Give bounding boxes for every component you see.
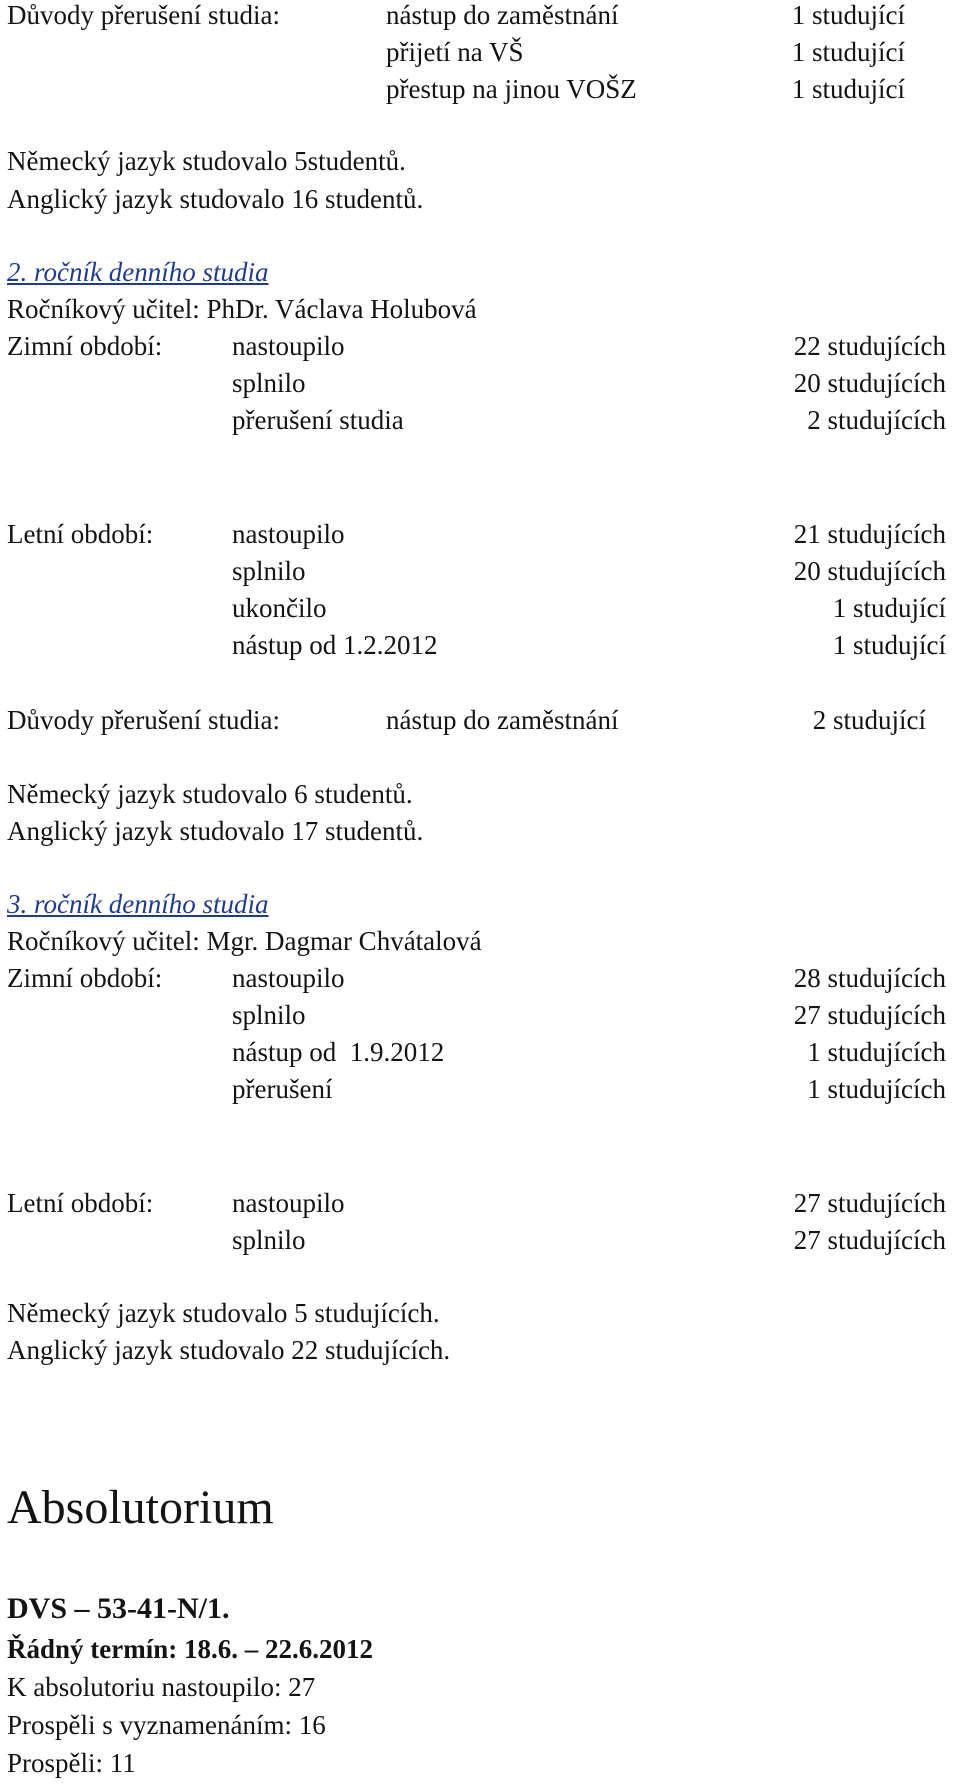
year2-summer-count: 20 studujících (793, 556, 946, 586)
year2-winter-count: 20 studujících (793, 368, 946, 398)
year2-winter-item: nastoupilo (232, 331, 345, 361)
year2-heading: 2. ročník denního studia (7, 257, 269, 287)
year3-winter-count: 27 studujících (793, 1000, 946, 1030)
year3-winter-item: nástup od 1.9.2012 (232, 1037, 445, 1067)
year2-reason-item: nástup do zaměstnání (386, 705, 619, 735)
attended-count: K absolutoriu nastoupilo: 27 (7, 1672, 316, 1702)
year2-summer-count: 21 studujících (793, 519, 946, 549)
year2-summer-count: 1 studující (832, 630, 946, 660)
year2-summer-count: 1 studující (832, 593, 946, 623)
reason-item: přestup na jinou VOŠZ (386, 74, 637, 104)
year2-summer-item: nástup od 1.2.2012 (232, 630, 438, 660)
year2-german-note: Německý jazyk studovalo 6 studentů. (7, 779, 413, 809)
year2-summer-item: splnilo (232, 556, 306, 586)
year3-teacher: Ročníkový učitel: Mgr. Dagmar Chvátalová (7, 926, 482, 956)
year2-teacher: Ročníkový učitel: PhDr. Václava Holubová (7, 294, 477, 324)
year2-winter-label: Zimní období: (7, 331, 163, 361)
english-language-note: Anglický jazyk studovalo 16 studentů. (7, 184, 424, 214)
year3-winter-item: splnilo (232, 1000, 306, 1030)
year2-reason-count: 2 studující (812, 705, 926, 735)
year3-winter-count: 1 studujících (807, 1037, 946, 1067)
year2-reasons-label: Důvody přerušení studia: (7, 705, 280, 735)
year2-english-note: Anglický jazyk studovalo 17 studentů. (7, 816, 424, 846)
year3-german-note: Německý jazyk studovalo 5 studujících. (7, 1298, 440, 1328)
year3-winter-item: přerušení (232, 1074, 333, 1104)
year2-winter-count: 22 studujících (793, 331, 946, 361)
reason-item: nástup do zaměstnání (386, 0, 619, 30)
absolutorium-title: Absolutorium (7, 1481, 274, 1534)
german-language-note: Německý jazyk studovalo 5studentů. (7, 146, 406, 176)
year2-summer-item: ukončilo (232, 593, 327, 623)
reason-count: 1 studující (791, 37, 905, 67)
exam-term: Řádný termín: 18.6. – 22.6.2012 (7, 1634, 373, 1664)
year3-summer-item: nastoupilo (232, 1188, 345, 1218)
reason-count: 1 studující (791, 74, 905, 104)
program-code: DVS – 53-41-N/1. (7, 1592, 230, 1625)
year3-summer-count: 27 studujících (793, 1225, 946, 1255)
year2-winter-item: přerušení studia (232, 405, 404, 435)
reasons-label: Důvody přerušení studia: (7, 0, 280, 30)
year3-winter-count: 28 studujících (793, 963, 946, 993)
year2-winter-item: splnilo (232, 368, 306, 398)
year3-winter-label: Zimní období: (7, 963, 163, 993)
year2-winter-count: 2 studujících (807, 405, 946, 435)
year3-winter-count: 1 studujících (807, 1074, 946, 1104)
honors-count: Prospěli s vyznamenáním: 16 (7, 1710, 326, 1740)
year3-heading: 3. ročník denního studia (7, 889, 269, 919)
year3-english-note: Anglický jazyk studovalo 22 studujících. (7, 1335, 451, 1365)
year3-winter-item: nastoupilo (232, 963, 345, 993)
year3-summer-count: 27 studujících (793, 1188, 946, 1218)
passed-count: Prospěli: 11 (7, 1748, 136, 1778)
reason-count: 1 studující (791, 0, 905, 30)
year2-summer-item: nastoupilo (232, 519, 345, 549)
year3-summer-item: splnilo (232, 1225, 306, 1255)
reason-item: přijetí na VŠ (386, 37, 524, 67)
year2-summer-label: Letní období: (7, 519, 154, 549)
year3-summer-label: Letní období: (7, 1188, 154, 1218)
